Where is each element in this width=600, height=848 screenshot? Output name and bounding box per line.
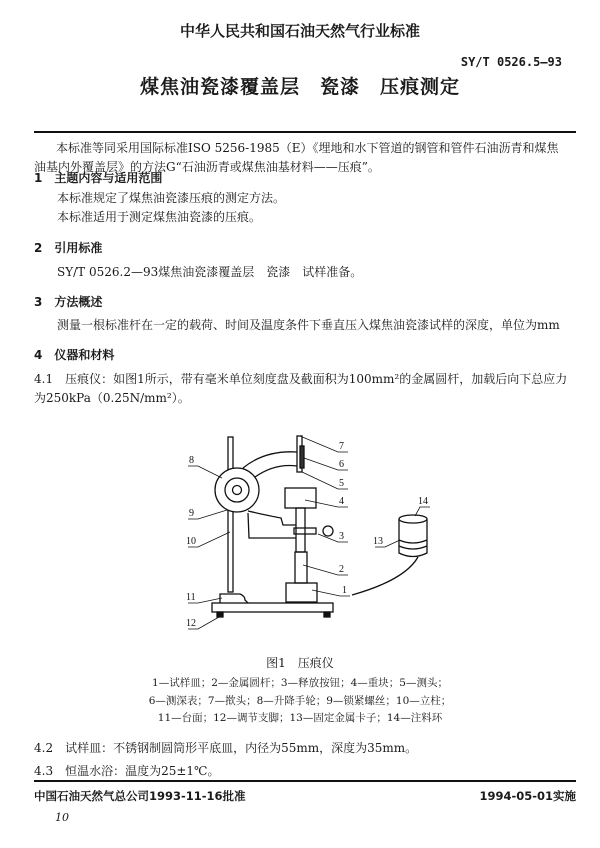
figure-label: 8: [189, 455, 194, 466]
effective-date: 1994-05-01实施: [479, 789, 576, 803]
section-text: 本标准规定了煤焦油瓷漆压痕的测定方法。: [57, 191, 286, 205]
section-text: 本标准适用于测定煤焦油瓷漆的压痕。: [57, 210, 262, 224]
section-heading: 4 仪器和材料: [34, 348, 115, 362]
section-text: SY/T 0526.2—93煤焦油瓷漆覆盖层 瓷漆 试样准备。: [57, 265, 363, 279]
figure-legend-line: 6—测深表；7—揿头；8—升降手轮；9—锁紧螺丝；10—立柱；: [148, 695, 452, 707]
lifting-handwheel: [215, 468, 259, 512]
column-post: [228, 437, 233, 592]
page-number: 10: [55, 811, 69, 824]
item-text: 4.3 恒温水浴：温度为25±1℃。: [34, 764, 220, 778]
section-text: 测量一根标准杆在一定的载荷、时间及温度条件下垂直压入煤焦油瓷漆试样的深度，单位为mm: [57, 318, 560, 332]
figure-label: 9: [189, 508, 194, 519]
figure-label: 13: [373, 536, 383, 547]
figure-label: 4: [339, 496, 344, 507]
figure-label: 5: [339, 478, 344, 489]
figure-label: 11: [186, 592, 196, 603]
section-heading: 1 主题内容与适用范围: [34, 171, 163, 185]
figure-legend-line: 1—试样皿；2—金属圆杆；3—释放按钮；4—重块；5—测头；: [152, 677, 448, 689]
item-text: 4.2 试样皿：不锈钢制圆筒形平底皿，内径为55mm，深度为35mm。: [34, 741, 418, 755]
filling-ring: [399, 515, 427, 523]
section-heading: 2 引用标准: [34, 241, 103, 255]
sample-dish: [286, 583, 317, 602]
section-heading: 3 方法概述: [34, 295, 103, 309]
section-text: 4.1 压痕仪：如图1所示，带有毫米单位刻度盘及截面积为100mm²的金属圆杆，加载后向下总应力: [34, 372, 568, 386]
figure-label: 10: [186, 536, 196, 547]
weight-block: [285, 488, 316, 508]
section-text: 为250kPa（0.25N/mm²）。: [34, 391, 190, 405]
document-title: 煤焦油瓷漆覆盖层 瓷漆 压痕测定: [139, 76, 460, 98]
approval-text: 中国石油天然气总公司1993-11-16批准: [34, 789, 246, 803]
figure-label: 1: [342, 585, 347, 596]
figure-label: 7: [339, 441, 344, 452]
figure-legend-line: 11—台面；12—调节支脚；13—固定金属卡子；14—注料环: [157, 712, 443, 724]
footer-rule: [34, 780, 576, 782]
org-standard-heading: 中华人民共和国石油天然气行业标准: [179, 22, 420, 40]
intro-line: 油基内外覆盖层》的方法G“石油沥青或煤焦油基材料——压痕”。: [34, 160, 380, 174]
base-table: [212, 603, 333, 612]
figure-caption: 图1 压痕仪: [266, 656, 334, 670]
figure-label: 3: [339, 531, 344, 542]
intro-line: 本标准等同采用国际标准ISO 5256-1985（E）《埋地和水下管道的钢管和管件石油沥青和煤焦: [56, 141, 559, 155]
figure-label: 12: [186, 618, 196, 629]
metal-rod: [296, 508, 305, 552]
figure-label: 2: [339, 564, 344, 575]
figure-label: 14: [418, 496, 428, 507]
standard-code: SY/T 0526.5—93: [460, 55, 562, 69]
figure-label: 6: [339, 459, 344, 470]
